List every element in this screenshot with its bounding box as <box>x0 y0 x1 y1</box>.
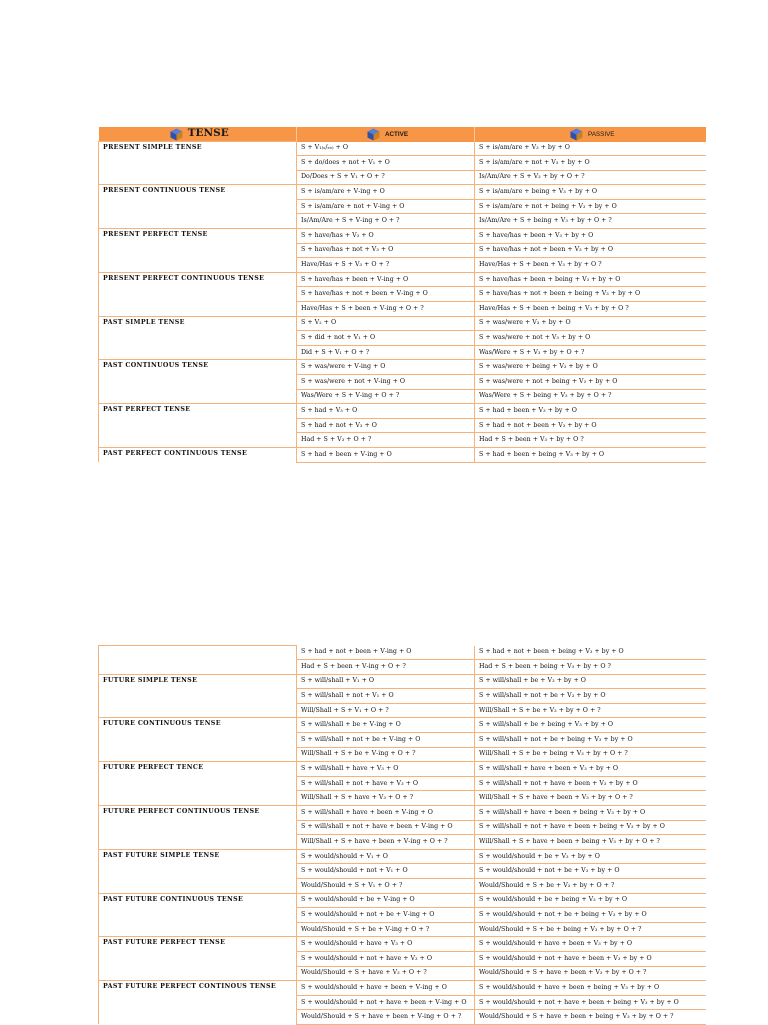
active-formula: Would/Should + S + be + V‑ing + O + ? <box>297 922 475 937</box>
active-formula: Have/Has + S + V₃ + O + ? <box>297 258 475 273</box>
tense-name: PAST CONTINUOUS TENSE <box>99 360 297 375</box>
header-passive <box>475 127 706 142</box>
active-formula: Will/Shall + S + be + V‑ing + O + ? <box>297 747 475 762</box>
table-row <box>99 331 706 346</box>
tense-name <box>99 908 297 923</box>
active-formula: S + had + not + V₃ + O <box>297 418 475 433</box>
tense-name <box>99 345 297 360</box>
tense-name <box>99 258 297 273</box>
tense-name <box>99 791 297 806</box>
table-row <box>99 879 706 894</box>
active-formula: S + is/am/are + not + V‑ing + O <box>297 199 475 214</box>
tense-name <box>99 776 297 791</box>
passive-formula: S + would/should + not + be + being + V₃ + by + O <box>475 908 706 923</box>
tense-name: PAST PERFECT TENSE <box>99 404 297 419</box>
tense-name <box>99 922 297 937</box>
header-tense <box>99 127 297 142</box>
tense-name <box>99 879 297 894</box>
active-formula: S + was/were + V‑ing + O <box>297 360 475 375</box>
tense-name: PAST FUTURE PERFECT CONTINOUS TENSE <box>99 981 297 996</box>
tense-name: PAST SIMPLE TENSE <box>99 316 297 331</box>
table-row <box>99 864 706 879</box>
table-row <box>99 995 706 1010</box>
header-passive-label: PASSIVE <box>588 130 615 138</box>
active-formula: S + did + not + V₁ + O <box>297 331 475 346</box>
table-row <box>99 433 706 448</box>
active-formula: Will/Shall + S + have + V₃ + O + ? <box>297 791 475 806</box>
table-row <box>99 287 706 302</box>
passive-formula: S + have/has + been + V₃ + by + O <box>475 229 706 244</box>
tense-table-body-2 <box>99 646 706 1025</box>
tense-name <box>99 331 297 346</box>
tense-table-part-1 <box>98 127 706 463</box>
tense-name <box>99 375 297 390</box>
passive-formula: S + will/shall + have + been + being + V₃ + by + O <box>475 806 706 821</box>
table-row <box>99 185 706 200</box>
table-row <box>99 776 706 791</box>
tense-name <box>99 156 297 171</box>
tense-name <box>99 214 297 229</box>
passive-formula: S + will/shall + not + be + being + V₃ + by + O <box>475 733 706 748</box>
passive-formula: Will/Shall + S + have + been + being + V₃ + by + O + ? <box>475 835 706 850</box>
active-formula: S + would/should + have + V₃ + O <box>297 937 475 952</box>
table-row <box>99 689 706 704</box>
table-row <box>99 199 706 214</box>
active-formula: Had + S + V₃ + O + ? <box>297 433 475 448</box>
passive-formula: S + was/were + not + being + V₃ + by + O <box>475 375 706 390</box>
passive-formula: S + will/shall + not + be + V₃ + by + O <box>475 689 706 704</box>
header-active-label: ACTIVE <box>384 130 409 138</box>
passive-formula: Is/Am/Are + S + being + V₃ + by + O + ? <box>475 214 706 229</box>
tense-name <box>99 389 297 404</box>
tense-name <box>99 864 297 879</box>
tense-name: FUTURE CONTINUOUS TENSE <box>99 718 297 733</box>
passive-formula: S + will/shall + not + have + been + being + V₃ + by + O <box>475 820 706 835</box>
active-formula: S + had + been + V‑ing + O <box>297 447 475 462</box>
table-row <box>99 646 706 660</box>
tense-name <box>99 660 297 675</box>
tense-name <box>99 733 297 748</box>
passive-formula: S + would/should + not + be + V₃ + by + O <box>475 864 706 879</box>
active-formula: S + have/has + V₃ + O <box>297 229 475 244</box>
tense-table-body-1 <box>99 127 706 462</box>
active-formula: S + have/has + not + V₃ + O <box>297 243 475 258</box>
table-row <box>99 981 706 996</box>
active-formula: S + would/should + not + be + V‑ing + O <box>297 908 475 923</box>
passive-formula: S + have/has + been + being + V₃ + by + O <box>475 272 706 287</box>
table-row <box>99 966 706 981</box>
active-formula: S + is/am/are + V‑ing + O <box>297 185 475 200</box>
tense-name <box>99 170 297 185</box>
tense-name <box>99 747 297 762</box>
active-formula: S + would/should + not + V₁ + O <box>297 864 475 879</box>
table-row <box>99 258 706 273</box>
active-formula: Have/Has + S + been + V‑ing + O + ? <box>297 302 475 317</box>
active-formula: Had + S + been + V‑ing + O + ? <box>297 660 475 675</box>
tense-name <box>99 951 297 966</box>
passive-formula: Will/Shall + S + be + V₃ + by + O + ? <box>475 703 706 718</box>
tense-name <box>99 995 297 1010</box>
passive-formula: S + had + been + V₃ + by + O <box>475 404 706 419</box>
table-row <box>99 849 706 864</box>
table-row <box>99 243 706 258</box>
passive-formula: S + would/should + be + V₃ + by + O <box>475 849 706 864</box>
active-formula: S + will/shall + V₁ + O <box>297 674 475 689</box>
tense-name <box>99 243 297 258</box>
active-formula: Would/Should + S + V₁ + O + ? <box>297 879 475 894</box>
active-formula: S + will/shall + have + been + V‑ing + O <box>297 806 475 821</box>
table-row <box>99 908 706 923</box>
active-formula: S + would/should + V₁ + O <box>297 849 475 864</box>
passive-formula: S + have/has + not + been + being + V₃ + by + O <box>475 287 706 302</box>
active-formula: S + would/should + not + have + V₃ + O <box>297 951 475 966</box>
active-formula: Would/Should + S + have + been + V‑ing + O + ? <box>297 1010 475 1025</box>
tense-name: PAST PERFECT CONTINUOUS TENSE <box>99 447 297 462</box>
passive-formula: S + would/should + not + have + been + being + V₃ + by + O <box>475 995 706 1010</box>
tense-name <box>99 703 297 718</box>
table-row <box>99 316 706 331</box>
passive-formula: Was/Were + S + V₃ + by + O + ? <box>475 345 706 360</box>
active-formula: S + would/should + be + V‑ing + O <box>297 893 475 908</box>
passive-formula: Will/Shall + S + have + been + V₃ + by + O + ? <box>475 791 706 806</box>
table-row <box>99 170 706 185</box>
tense-name <box>99 199 297 214</box>
active-formula: Would/Should + S + have + V₃ + O + ? <box>297 966 475 981</box>
active-formula: S + would/should + have + been + V‑ing + O <box>297 981 475 996</box>
table-row <box>99 1010 706 1025</box>
tense-name <box>99 835 297 850</box>
active-formula: S + will/shall + be + V‑ing + O <box>297 718 475 733</box>
active-formula: Do/Does + S + V₁ + O + ? <box>297 170 475 185</box>
passive-formula: S + is/am/are + not + being + V₃ + by + O <box>475 199 706 214</box>
tense-name <box>99 302 297 317</box>
table-row <box>99 937 706 952</box>
tense-name <box>99 433 297 448</box>
active-formula: S + V₂ + O <box>297 316 475 331</box>
passive-formula: Will/Shall + S + be + being + V₃ + by + O + ? <box>475 747 706 762</box>
passive-formula: S + is/am/are + V₃ + by + O <box>475 142 706 156</box>
table-row <box>99 674 706 689</box>
passive-formula: S + is/am/are + not + V₃ + by + O <box>475 156 706 171</box>
passive-formula: Was/Were + S + being + V₃ + by + O + ? <box>475 389 706 404</box>
table-row <box>99 272 706 287</box>
passive-formula: Would/Should + S + be + V₃ + by + O + ? <box>475 879 706 894</box>
tense-name <box>99 966 297 981</box>
tense-name <box>99 646 297 660</box>
table-row <box>99 893 706 908</box>
table-row <box>99 229 706 244</box>
passive-formula: S + had + been + being + V₃ + by + O <box>475 447 706 462</box>
table-row <box>99 447 706 462</box>
table-row <box>99 360 706 375</box>
tense-name: FUTURE PERFECT CONTINUOUS TENSE <box>99 806 297 821</box>
cube-icon <box>367 128 380 141</box>
cube-icon <box>170 128 183 141</box>
tense-name: PRESENT PERFECT TENSE <box>99 229 297 244</box>
passive-formula: S + will/shall + be + being + V₃ + by + O <box>475 718 706 733</box>
header-tense-label: TENSE <box>187 127 229 139</box>
active-formula: S + will/shall + not + have + been + V‑ing + O <box>297 820 475 835</box>
table-row <box>99 214 706 229</box>
tense-name <box>99 1010 297 1025</box>
passive-formula: S + would/should + have + been + V₃ + by + O <box>475 937 706 952</box>
active-formula: Was/Were + S + V‑ing + O + ? <box>297 389 475 404</box>
tense-name: PRESENT CONTINUOUS TENSE <box>99 185 297 200</box>
passive-formula: Have/Has + S + been + V₃ + by + O ? <box>475 258 706 273</box>
tense-name: PRESENT PERFECT CONTINUOUS TENSE <box>99 272 297 287</box>
table-row <box>99 418 706 433</box>
passive-formula: S + had + not + been + V₃ + by + O <box>475 418 706 433</box>
table-row <box>99 375 706 390</box>
table-row <box>99 762 706 777</box>
table-row <box>99 703 706 718</box>
table-row <box>99 389 706 404</box>
passive-formula: Would/Should + S + be + being + V₃ + by + O + ? <box>475 922 706 937</box>
active-formula: Is/Am/Are + S + V‑ing + O + ? <box>297 214 475 229</box>
passive-formula: S + have/has + not + been + V₃ + by + O <box>475 243 706 258</box>
passive-formula: S + will/shall + not + have + been + V₃ + by + O <box>475 776 706 791</box>
table-row <box>99 922 706 937</box>
active-formula: S + have/has + not + been + V‑ing + O <box>297 287 475 302</box>
active-formula: S + would/should + not + have + been + V‑ing + O <box>297 995 475 1010</box>
active-formula: S + was/were + not + V‑ing + O <box>297 375 475 390</box>
passive-formula: Is/Am/Are + S + V₃ + by + O + ? <box>475 170 706 185</box>
table-row <box>99 951 706 966</box>
table-row <box>99 806 706 821</box>
active-formula: S + will/shall + not + V₁ + O <box>297 689 475 704</box>
active-formula: S + do/does + not + V₁ + O <box>297 156 475 171</box>
tense-name: FUTURE SIMPLE TENSE <box>99 674 297 689</box>
cube-icon <box>570 128 583 141</box>
table-row <box>99 302 706 317</box>
passive-formula: S + would/should + be + being + V₃ + by + O <box>475 893 706 908</box>
tense-name <box>99 287 297 302</box>
table-row <box>99 820 706 835</box>
table-row <box>99 345 706 360</box>
active-formula: S + will/shall + not + be + V‑ing + O <box>297 733 475 748</box>
tense-name: PAST FUTURE PERFECT TENSE <box>99 937 297 952</box>
table-row <box>99 733 706 748</box>
table-row <box>99 747 706 762</box>
active-formula: Will/Shall + S + V₁ + O + ? <box>297 703 475 718</box>
passive-formula: Had + S + been + V₃ + by + O ? <box>475 433 706 448</box>
passive-formula: Would/Should + S + have + been + V₃ + by + O + ? <box>475 966 706 981</box>
tense-name: PAST FUTURE SIMPLE TENSE <box>99 849 297 864</box>
passive-formula: S + will/shall + have + been + V₃ + by + O <box>475 762 706 777</box>
tense-name: FUTURE PERFECT TENCE <box>99 762 297 777</box>
table-row <box>99 835 706 850</box>
passive-formula: S + was/were + being + V₃ + by + O <box>475 360 706 375</box>
active-formula: S + have/has + been + V‑ing + O <box>297 272 475 287</box>
tense-name <box>99 689 297 704</box>
passive-formula: Have/Has + S + been + being + V₃ + by + O ? <box>475 302 706 317</box>
active-formula: S + V₁₍ₛ/ₑₛ₎ + O <box>297 142 475 156</box>
table-row <box>99 404 706 419</box>
passive-formula: S + had + not + been + being + V₃ + by + O <box>475 646 706 660</box>
header-active <box>297 127 475 142</box>
active-formula: S + will/shall + not + have + V₃ + O <box>297 776 475 791</box>
active-formula: Did + S + V₁ + O + ? <box>297 345 475 360</box>
tense-name <box>99 820 297 835</box>
table-row <box>99 718 706 733</box>
active-formula: S + had + not + been + V‑ing + O <box>297 646 475 660</box>
passive-formula: Had + S + been + being + V₃ + by + O ? <box>475 660 706 675</box>
table-row <box>99 156 706 171</box>
table-header-row <box>99 127 706 142</box>
active-formula: Will/Shall + S + have + been + V‑ing + O + ? <box>297 835 475 850</box>
tense-name: PRESENT SIMPLE TENSE <box>99 142 297 156</box>
passive-formula: S + would/should + not + have + been + V₃ + by + O <box>475 951 706 966</box>
table-row <box>99 142 706 156</box>
active-formula: S + will/shall + have + V₃ + O <box>297 762 475 777</box>
passive-formula: S + would/should + have + been + being + V₃ + by + O <box>475 981 706 996</box>
tense-name <box>99 418 297 433</box>
tense-table-part-2 <box>98 645 706 1025</box>
passive-formula: S + is/am/are + being + V₃ + by + O <box>475 185 706 200</box>
tense-name: PAST FUTURE CONTINUOUS TENSE <box>99 893 297 908</box>
table-row <box>99 660 706 675</box>
passive-formula: Would/Should + S + have + been + being + V₃ + by + O + ? <box>475 1010 706 1025</box>
passive-formula: S + was/were + not + V₃ + by + O <box>475 331 706 346</box>
table-row <box>99 791 706 806</box>
active-formula: S + had + V₃ + O <box>297 404 475 419</box>
passive-formula: S + was/were + V₃ + by + O <box>475 316 706 331</box>
passive-formula: S + will/shall + be + V₃ + by + O <box>475 674 706 689</box>
